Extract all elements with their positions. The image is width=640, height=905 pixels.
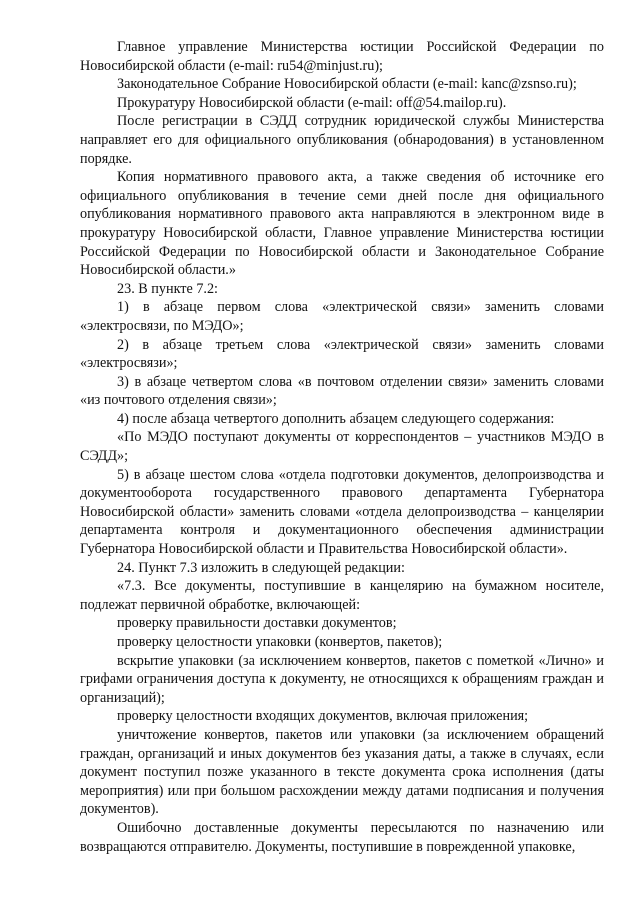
- paragraph-sub-2: 2) в абзаце третьем слова «электрической связи» заменить словами «электросвязи»;: [80, 336, 604, 372]
- paragraph-misdelivered: Ошибочно доставленные документы пересылаются по назначению или возвращаются отправителю. Документы, поступившие в поврежденной упаковке,: [80, 819, 604, 855]
- paragraph-copy-act: Копия нормативного правового акта, а также сведения об источнике его официального опубликования в течение семи дней после дня официального опубликования нормативного правового акта направляются в электронном виде в прокуратуру Новосибирской области, Главное управление Министерства юстиции Российской Федерации по Новосибирской области и Законодательное Собрание Новосибирской области.»: [80, 169, 604, 279]
- paragraph-item-24: 24. Пункт 7.3 изложить в следующей редакции:: [117, 559, 405, 576]
- paragraph-item-23: 23. В пункте 7.2:: [117, 280, 218, 297]
- paragraph-check-package: проверку целостности упаковки (конвертов, пакетов);: [117, 634, 443, 650]
- paragraph-check-delivery: проверку правильности доставки документов;: [117, 615, 397, 632]
- paragraph-sub-4: 4) после абзаца четвертого дополнить абзацем следующего содержания:: [117, 410, 555, 427]
- paragraph-recipient-zsnso: Законодательное Собрание Новосибирской области (e-mail: kanc@zsnso.ru);: [117, 76, 577, 93]
- paragraph-sub-5: 5) в абзаце шестом слова «отдела подготовки документов, делопроизводства и документооборота государственного правового департамента Губернатора Новосибирской области» заменить словами «отдела делопроизводства – канцелярии департамента контроля и документационного обеспечения администрации Губернатора Новосибирской области и Правительства Новосибирской области».: [80, 466, 604, 558]
- paragraph-sub-1: 1) в абзаце первом слова «электрической связи» заменить словами «электросвязи, по МЭДО»;: [80, 299, 604, 334]
- paragraph-7-3: «7.3. Все документы, поступившие в канцелярию на бумажном носителе, подлежат первичной обработке, включающей:: [80, 578, 604, 613]
- paragraph-medo-quote: «По МЭДО поступают документы от корреспондентов – участников МЭДО в СЭДД»;: [80, 429, 604, 465]
- paragraph-open-package: вскрытие упаковки (за исключением конвертов, пакетов с пометкой «Лично» и грифами ограничения доступа к документу, не относящихся к обращениям граждан и организаций);: [80, 652, 604, 706]
- paragraph-recipient-minjust: Главное управление Министерства юстиции Российской Федерации по Новосибирской области (e-mail: ru54@minjust.ru);: [80, 39, 604, 74]
- paragraph-check-documents: проверку целостности входящих документов, включая приложения;: [117, 708, 529, 725]
- paragraph-sub-3: 3) в абзаце четвертом слова «в почтовом отделении связи» заменить словами «из почтового отделения связи»;: [80, 373, 604, 409]
- paragraph-registration: После регистрации в СЭДД сотрудник юридической службы Министерства направляет его для официального опубликования (обнародования) в установленном порядке.: [80, 113, 604, 167]
- document-page: [80, 38, 604, 856]
- paragraph-destroy-envelopes: уничтожение конвертов, пакетов или упаковки (за исключением обращений граждан, организаций и иных документов без указания даты, а также в случаях, если документ поступил позже указанного в тексте документа срока исполнения (даты мероприятия) или при большом расхождении между датами подписания и получения документов).: [80, 726, 604, 818]
- paragraph-recipient-prosecutor: Прокуратуру Новосибирской области (e-mail: off@54.mailop.ru).: [117, 94, 507, 111]
